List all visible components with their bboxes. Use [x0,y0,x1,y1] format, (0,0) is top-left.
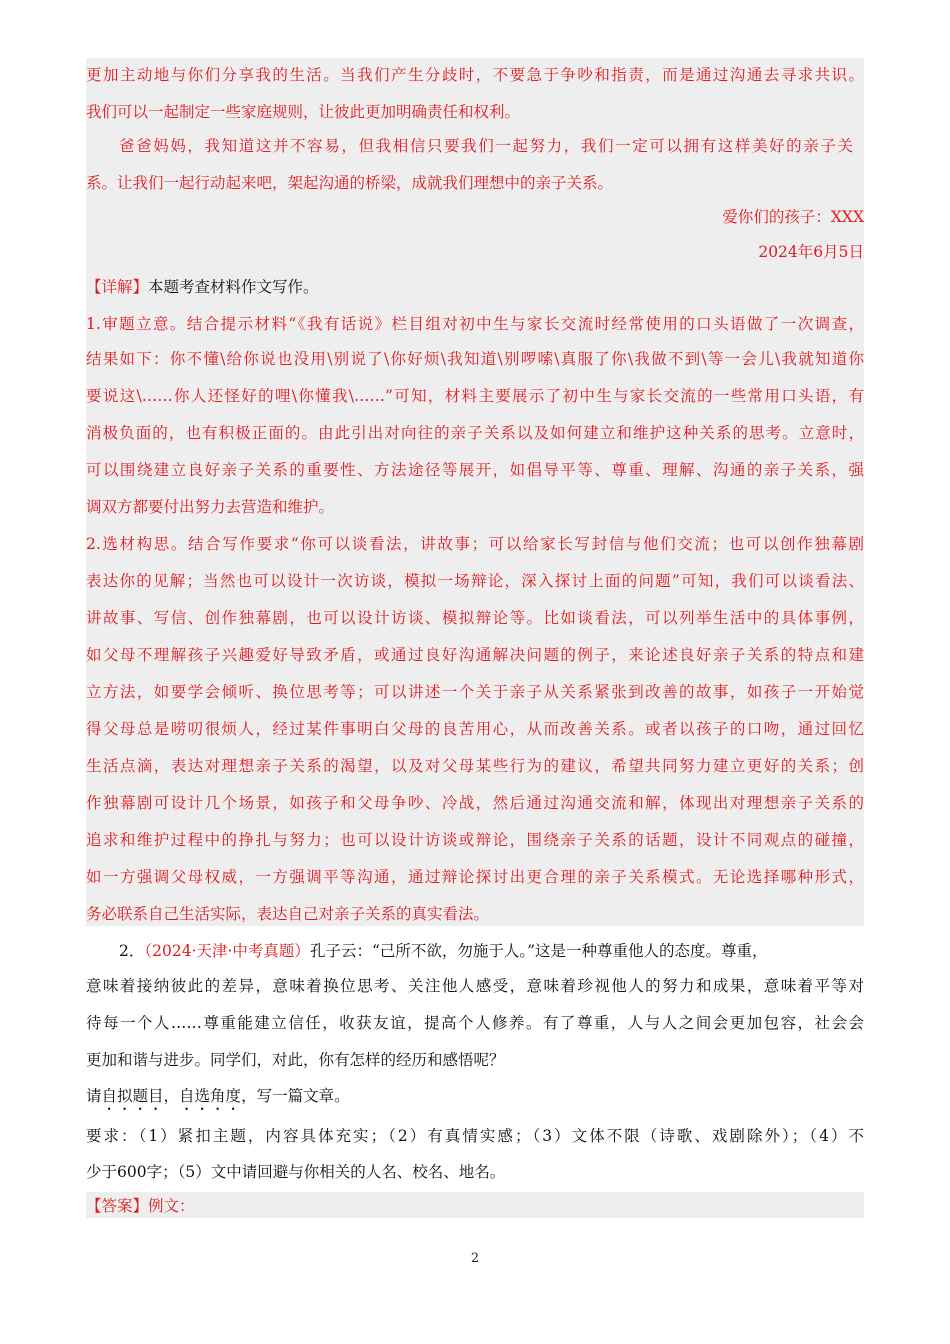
analysis-line: 如父母不理解孩子兴趣爱好导致矛盾，或通过良好沟通解决问题的例子，来论述良好亲子关系的特点和建 [86,646,864,664]
letter-line: 我们可以一起制定一些家庭规则，让彼此更加明确责任和权利。 [86,103,521,121]
analysis-line: 追求和维护过程中的挣扎与努力；也可以设计访谈或辩论，围绕亲子关系的话题，设计不同观点的碰撞， [86,831,864,849]
analysis-line: 消极负面的，也有积极正面的。由此引出对向往的亲子关系以及如何建立和维护这种关系的思考。立意时， [86,424,864,442]
letter-line: 爸爸妈妈，我知道这并不容易，但我相信只要我们一起努力，我们一定可以拥有这样美好的亲子关 [119,137,853,155]
analysis-label: 【详解】 [86,278,149,296]
question2-first-line [119,941,864,961]
letter-date: 2024年6月5日 [758,243,864,261]
task-dotted-self-title: 自拟题目 [101,1087,164,1105]
analysis-line: 务必联系自己生活实际，表达自己对亲子关系的真实看法。 [86,905,490,923]
question-number: 2． [119,942,145,960]
answer-line [86,1196,864,1216]
analysis-line: 得父母总是唠叨很烦人，经过某件事明白父母的良苦用心，从而改善关系。或者以孩子的口吻，通过回忆 [86,720,864,738]
question2-line: 意味着接纳彼此的差异，意味着换位思考、关注他人感受，意味着珍视他人的努力和成果，意味着平等对 [86,977,864,995]
analysis-line: 表达你的见解；当然也可以设计一次访谈，模拟一场辩论，深入探讨上面的问题”可知，我们可以谈看法、 [86,572,864,590]
question2-requirements: 少于600字；（5）文中请回避与你相关的人名、校名、地名。 [86,1163,506,1181]
analysis-line: 2.选材构思。结合写作要求“你可以谈看法，讲故事；可以给家长写封信与他们交流；也可以创作独幕剧 [86,535,864,553]
letter-signature: 爱你们的孩子：XXX [722,208,864,226]
question-text: 孔子云：“己所不欲，勿施于人。”这是一种尊重他人的态度。尊重， [309,942,768,960]
analysis-heading [86,277,864,297]
analysis-line: 结果如下：你不懂\给你说也没用\别说了\你好烦\我知道\别啰嗦\真服了你\我做不到\等一会儿\我就知道你 [86,350,864,368]
analysis-line: 要说这\……你人还怪好的哩\你懂我\……”可知，材料主要展示了初中生与家长交流的一些常用口头语，有 [86,387,864,405]
analysis-line: 生活点滴，表达对理想亲子关系的渴望，以及对父母某些行为的建议，希望共同努力建立更好的关系；创 [86,757,864,775]
task-dotted-self-angle: 自选角度 [179,1087,242,1105]
letter-line: 更加主动地与你们分享我的生活。当我们产生分歧时，不要急于争吵和指责，而是通过沟通去寻求共识。 [86,66,864,84]
analysis-intro: 本题考查材料作文写作。 [148,278,319,296]
question2-line: 更加和谐与进步。同学们，对此，你有怎样的经历和感悟呢？ [86,1051,505,1069]
analysis-line: 作独幕剧可设计几个场景，如孩子和父母争吵、冷战，然后通过沟通交流和解，体现出对理想亲子关系的 [86,794,864,812]
question2-requirements: 要求：（1）紧扣主题，内容具体充实；（2）有真情实感；（3）文体不限（诗歌、戏剧除外）；（4）不 [86,1127,864,1145]
question2-line: 待每一个人……尊重能建立信任，收获友谊，提高个人修养。有了尊重，人与人之间会更加包容，社会会 [86,1014,864,1032]
analysis-line: 可以围绕建立良好亲子关系的重要性、方法途径等展开，如倡导平等、尊重、理解、沟通的亲子关系，强 [86,461,864,479]
analysis-line: 调双方都要付出努力去营造和维护。 [86,498,335,516]
letter-line: 系。让我们一起行动起来吧，架起沟通的桥梁，成就我们理想中的亲子关系。 [86,174,614,192]
question-source: （2024·天津·中考真题） [144,942,310,960]
answer-label: 【答案】 [86,1197,149,1215]
page-number: 2 [470,1251,480,1266]
analysis-line: 如一方强调父母权威，一方强调平等沟通，通过辩论探讨出更合理的亲子关系模式。无论选择哪种形式， [86,868,864,886]
analysis-line: 讲故事、写信、创作独幕剧，也可以设计访谈、模拟辩论等。比如谈看法，可以列举生活中的具体事例， [86,609,864,627]
analysis-line: 立方法，如要学会倾听、换位思考等；可以讲述一个关于亲子从关系紧张到改善的故事，如孩子一开始觉 [86,683,864,701]
answer-text: 例文： [148,1197,195,1215]
question2-task: 请自拟题目，自选角度，写一篇文章。 [86,1087,350,1105]
analysis-line: 1.审题立意。结合提示材料“《我有话说》栏目组对初中生与家长交流时经常使用的口头语做了一次调查， [86,315,864,333]
